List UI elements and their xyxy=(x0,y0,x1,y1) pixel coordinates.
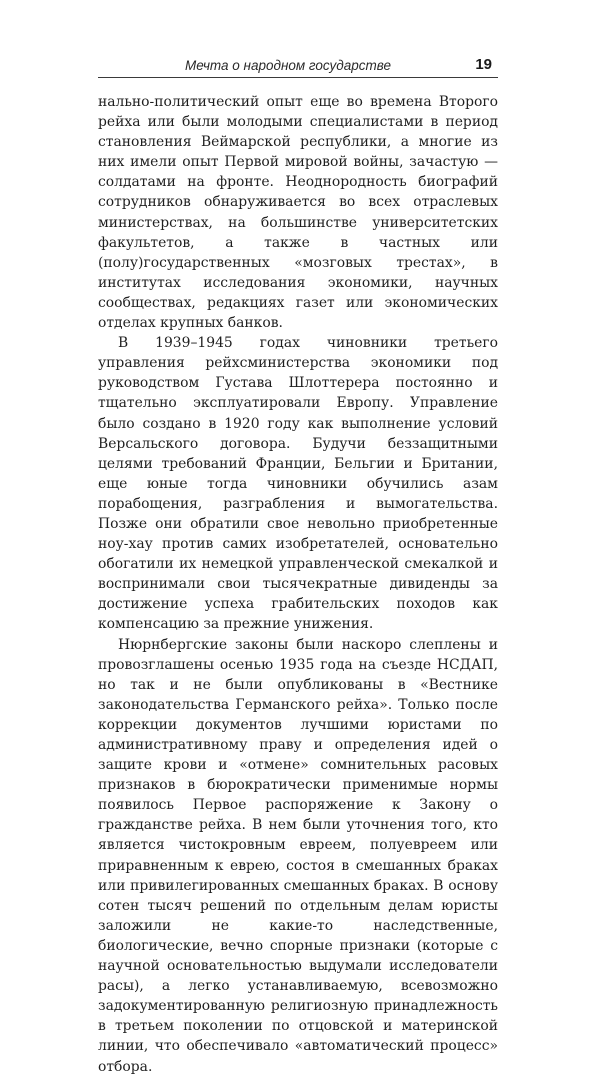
paragraph-nuremberg-laws: Нюрнбергские законы были наскоро слеплены и провозглашены осенью 1935 года на съезде НСДАП, но так и не были опубликованы в «Вестнике законодательства Германского рейха». Только после коррекции документов лучшими юристами по административному праву и определения идей о защите крови и «отмене» сомнительных расовых признаков в бюрократически применимые нормы появилось Первое распоряжение к Закону о гражданстве рейха. В нем были уточнения того, кто является чистокровным евреем, полуевреем или приравненным к еврею, состоя в смешанных браках или привилегированных смешанных браках. В основу сотен тысяч решений по отдельным делам юристы заложили не какие-то наследственные, биологические, вечно спорные признаки (которые с научной основательностью выдумали исследователи расы), а легко устанавливаемую, всевозможно задокументированную религиозную принадлежность в третьем поколении по отцовской и материнской линии, что обеспечивало «автоматический процесс» отбора. xyxy=(98,636,498,1075)
running-header xyxy=(98,56,498,80)
paragraph-economics-ministry: В 1939–1945 годах чиновники третьего управления рейхсминистерства экономики под руководством Густава Шлоттерера постоянно и тщательно эксплуатировали Европу. Управление было создано в 1920 году как выполнение условий Версальского договора. Будучи беззащитными целями требований Франции, Бельгии и Британии, еще юные тогда чиновники обучились азам порабощения, разграбления и вымогательства. Позже они обратили свое невольно приобретенные ноу-хау против самих изобретателей, основательно обогатили их немецкой управленческой смекалкой и воспринимали свои тысячекратные дивиденды за достижение успеха грабительских походов как компенсацию за прежние унижения. xyxy=(98,335,498,633)
paragraph-continuation: нально-политический опыт еще во времена Второго рейха или были молодыми специалистами в период становления Веймарской республики, а многие из них имели опыт Первой мировой войны, зачастую — солдатами на фронте. Неоднородность биографий сотрудников обнаруживается во всех отраслевых министерствах, на большинстве университетских факультетов, а также в частных или (полу)государственных «мозговых трестах», в институтах исследования экономики, научных сообществах, редакциях газет или экономических отделах крупных банков. xyxy=(98,94,498,332)
body-text xyxy=(98,92,498,1077)
header-rule xyxy=(98,77,498,78)
running-header-title: Мечта о народном государстве xyxy=(184,58,391,73)
page-number: 19 xyxy=(475,56,492,73)
